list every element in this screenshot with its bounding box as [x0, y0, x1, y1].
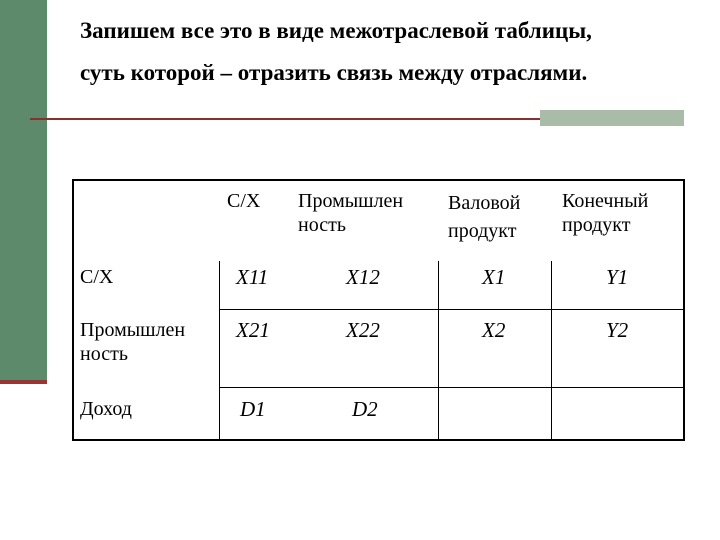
cell-x2: X2: [482, 318, 506, 342]
grid-vline-3: [551, 261, 552, 441]
title-line-2: суть которой – отразить связь между отраслями.: [80, 60, 588, 85]
left-decor-bar: [0, 0, 47, 383]
row-label-industry: Промышлен ность: [80, 319, 186, 365]
cell-d1: D1: [240, 397, 266, 421]
row-label-sx: С/Х: [80, 266, 114, 288]
cell-d2: D2: [352, 397, 378, 421]
title-line-1: Запишем все это в виде межотраслевой таблицы,: [80, 18, 592, 43]
grid-hline-2: [219, 387, 685, 388]
header-final-product: Конечный продукт: [562, 190, 649, 236]
cell-x11: X11: [236, 265, 269, 289]
cell-x21: X21: [236, 318, 270, 342]
cell-y2: Y2: [606, 318, 629, 342]
grid-vline-1: [219, 261, 220, 441]
intersectoral-table: [72, 179, 685, 441]
left-decor-accent: [0, 380, 47, 384]
underline-accent-block: [540, 110, 684, 126]
header-industry: Промышлен ность: [298, 190, 404, 236]
cell-x22: X22: [346, 318, 380, 342]
header-gross-product: Валовой продукт: [448, 192, 521, 242]
header-sx: С/Х: [227, 190, 261, 212]
slide-title: [80, 10, 720, 94]
row-label-income: Доход: [80, 398, 132, 420]
grid-hline-1: [219, 309, 685, 310]
cell-x1: X1: [482, 265, 506, 289]
cell-y1: Y1: [606, 265, 629, 289]
cell-x12: X12: [346, 265, 380, 289]
grid-vline-2: [438, 261, 439, 441]
